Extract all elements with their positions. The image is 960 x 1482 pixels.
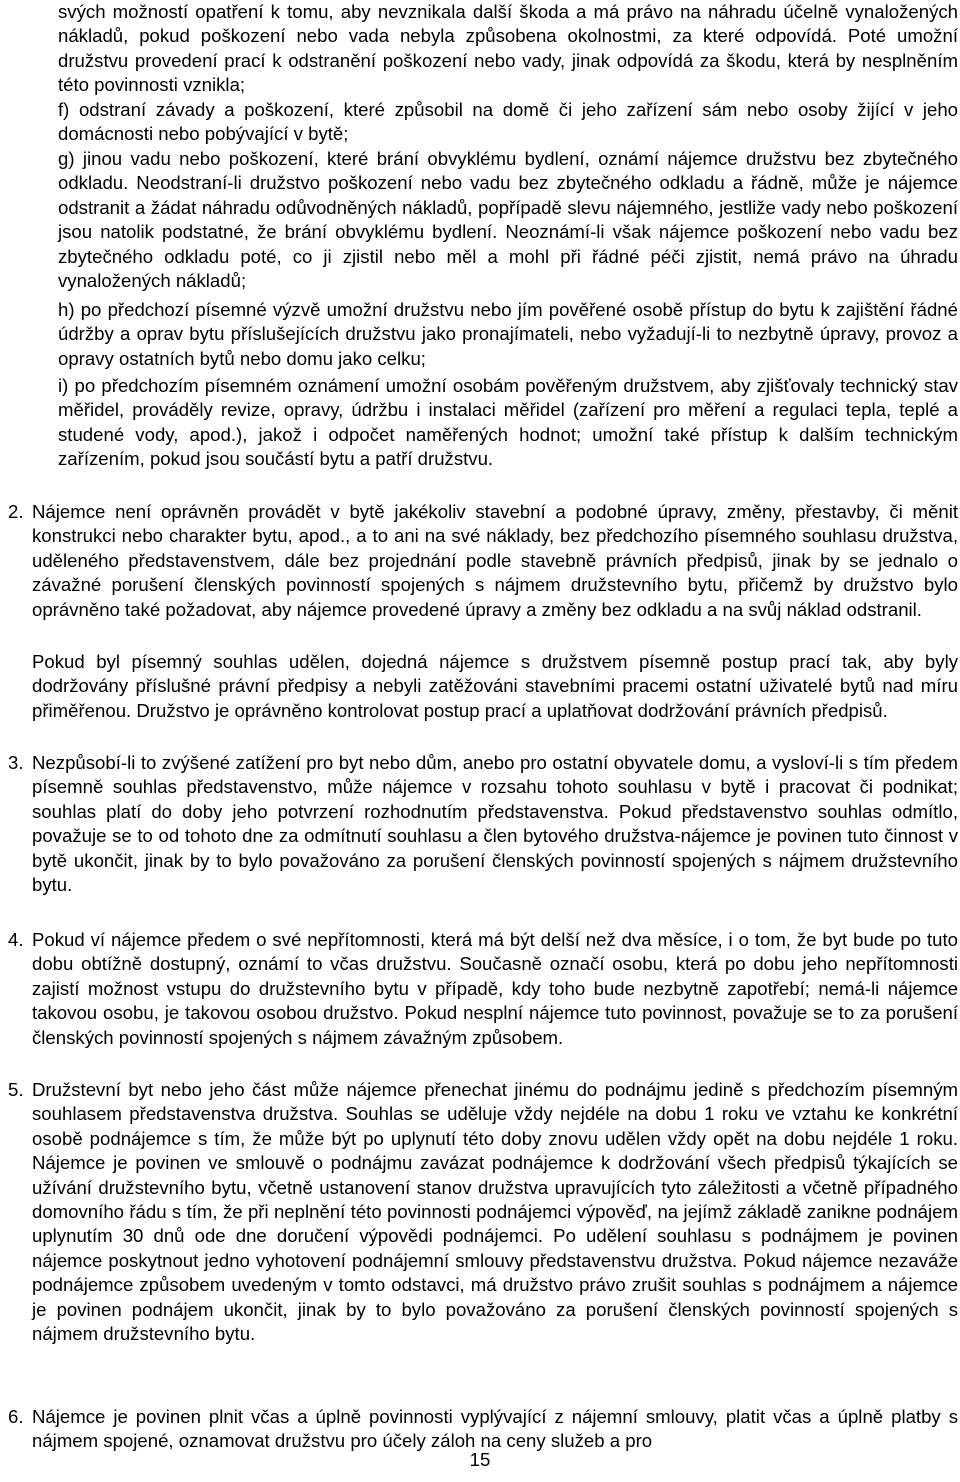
paragraph-f: f) odstraní závady a poškození, které způsobil na domě či jeho zařízení sám nebo osoby žijící v jeho domácnosti nebo pobývající v bytě; (58, 99, 958, 145)
paragraph-5: Družstevní byt nebo jeho část může nájemce přenechat jinému do podnájmu jedině s předchozím písemným souhlasem představenstva družstva. Souhlas se uděluje vždy nejdéle na dobu 1 roku ve vztahu ke konkrétní osobě podnájemce s tím, že může být po uplynutí této doby znovu udělen vždy opět na dobu nejdéle 1 roku. Nájemce je povinen ve smlouvě o podnájmu zavázat podnájemce k dodržování všech předpisů týkajících se užívání družstevního bytu, včetně ustanovení stanov družstva upravujících tyto záležitosti a včetně případného domovního řádu s tím, že při neplnění této povinnosti podnájemci výpověď, na jejímž základě zanikne podnájem uplynutím 30 dnů ode dne doručení výpovědi podnájemci. Po udělení souhlasu s podnájmem je povinen nájemce poskytnout jedno vyhotovení podnájemní smlouvy představenstvu družstva. Pokud nájemce nezaváže podnájemce způsobem uvedeným v tomto odstavci, má družstvo právo zrušit souhlas s podnájmem a nájemce je povinen podnájem ukončit, jinak by to bylo považováno za porušení členských povinností spojených s nájmem družstevního bytu. (32, 1079, 958, 1345)
paragraph-4: Pokud ví nájemce předem o své nepřítomnosti, která má být delší než dva měsíce, i o tom, že byt bude po tuto dobu obtížně dostupný, oznámí to včas družstvu. Současně označí osobu, která po dobu jeho nepřítomnosti zajistí možnost vstupu do družstevního bytu v případě, kdy toho bude nezbytně zapotřebí; nemá-li nájemce takovou osobu, je takovou osobou družstvo. Pokud nesplní nájemce tuto povinnost, považuje se to za porušení členských povinností spojených s nájmem závažným způsobem. (32, 929, 958, 1048)
paragraph-i: i) po předchozím písemném oznámení umožní osobám pověřeným družstvem, aby zjišťovaly technický stav měřidel, prováděly revize, opravy, údržbu i instalaci měřidel (zařízení pro měření a regulaci tepla, teplé a studené vody, apod.), jakož i odpočet naměřených hodnot; umožní také přístup k dalším technickým zařízením, pokud jsou součástí bytu a patří družstvu. (58, 375, 958, 470)
paragraph-e-continuation: svých možností opatření k tomu, aby nevznikala další škoda a má právo na náhradu účelně vynaložených nákladů, pokud poškození nebo vada nebyla způsobena okolnostmi, za které odpovídá. Poté umožní družstvu provedení prací k odstranění poškození nebo vady, jinak odpovídá za škodu, která by nesplněním této povinnosti vznikla; (58, 1, 958, 96)
paragraph-2: Nájemce není oprávněn provádět v bytě jakékoliv stavební a podobné úpravy, změny, přestavby, či měnit konstrukci nebo charakter bytu, apod., a to ani na své náklady, bez předchozího písemného souhlasu družstva, uděleného představenstvem, dále bez projednání podle stavebně právních předpisů, jinak by se jednalo o závažné porušení členských povinností spojených s nájmem družstevního bytu, přičemž by družstvo bylo oprávněno také požadovat, aby nájemce provedené úpravy a změny bez odkladu a na svůj náklad odstranil. (32, 501, 958, 620)
paragraph-2-continuation: Pokud byl písemný souhlas udělen, dojedná nájemce s družstvem písemně postup prací tak, aby byly dodržovány příslušné právní předpisy a nebyli zatěžováni stavebními pracemi ostatní uživatelé bytů nad míru přiměřenou. Družstvo je oprávněno kontrolovat postup prací a uplatňovat dodržování právních předpisů. (32, 651, 958, 721)
item-number-4: 4. (8, 929, 24, 950)
paragraph-3: Nezpůsobí-li to zvýšené zatížení pro byt nebo dům, anebo pro ostatní obyvatele domu, a vysloví-li s tím předem písemně souhlas představenstvo, může nájemce v rozsahu tohoto souhlasu v bytě i pracovat či podnikat; souhlas platí do doby jeho potvrzení rozhodnutím představenstva. Pokud představenstvo souhlas odmítlo, považuje se to od tohoto dne za odmítnutí souhlasu a člen bytového družstva-nájemce je povinen tuto činnost v bytě ukončit, jinak by to bylo považováno za porušení členských povinností spojených s nájmem družstevního bytu. (32, 752, 958, 896)
page-number: 15 (469, 1449, 491, 1470)
paragraph-6: Nájemce je povinen plnit včas a úplně povinnosti vyplývající z nájemní smlouvy, platit včas a úplně platby s nájmem spojené, oznamovat družstvu pro účely záloh na ceny služeb a pro (32, 1406, 958, 1452)
item-number-6: 6. (8, 1406, 24, 1427)
item-number-2: 2. (8, 501, 24, 522)
paragraph-g: g) jinou vadu nebo poškození, které brání obvyklému bydlení, oznámí nájemce družstvu bez zbytečného odkladu. Neodstraní-li družstvo poškození nebo vadu bez zbytečného odkladu a řádně, může je nájemce odstranit a žádat náhradu odůvodněných nákladů, popřípadě slevu nájemného, jestliže vady nebo poškození jsou natolik podstatné, že brání obvyklému bydlení. Neoznámí-li však nájemce poškození nebo vadu bez zbytečného odkladu poté, co ji zjistil nebo měl a mohl při řádné péči zjistit, nemá právo na úhradu vynaložených nákladů; (58, 148, 958, 292)
item-number-5: 5. (8, 1079, 24, 1100)
paragraph-h: h) po předchozí písemné výzvě umožní družstvu nebo jím pověřené osobě přístup do bytu k zajištění řádné údržby a oprav bytu příslušejících družstvu jako pronajímateli, nebo vyžadují-li to nezbytně úpravy, provoz a opravy ostatních bytů nebo domu jako celku; (58, 299, 958, 369)
item-number-3: 3. (8, 752, 24, 773)
